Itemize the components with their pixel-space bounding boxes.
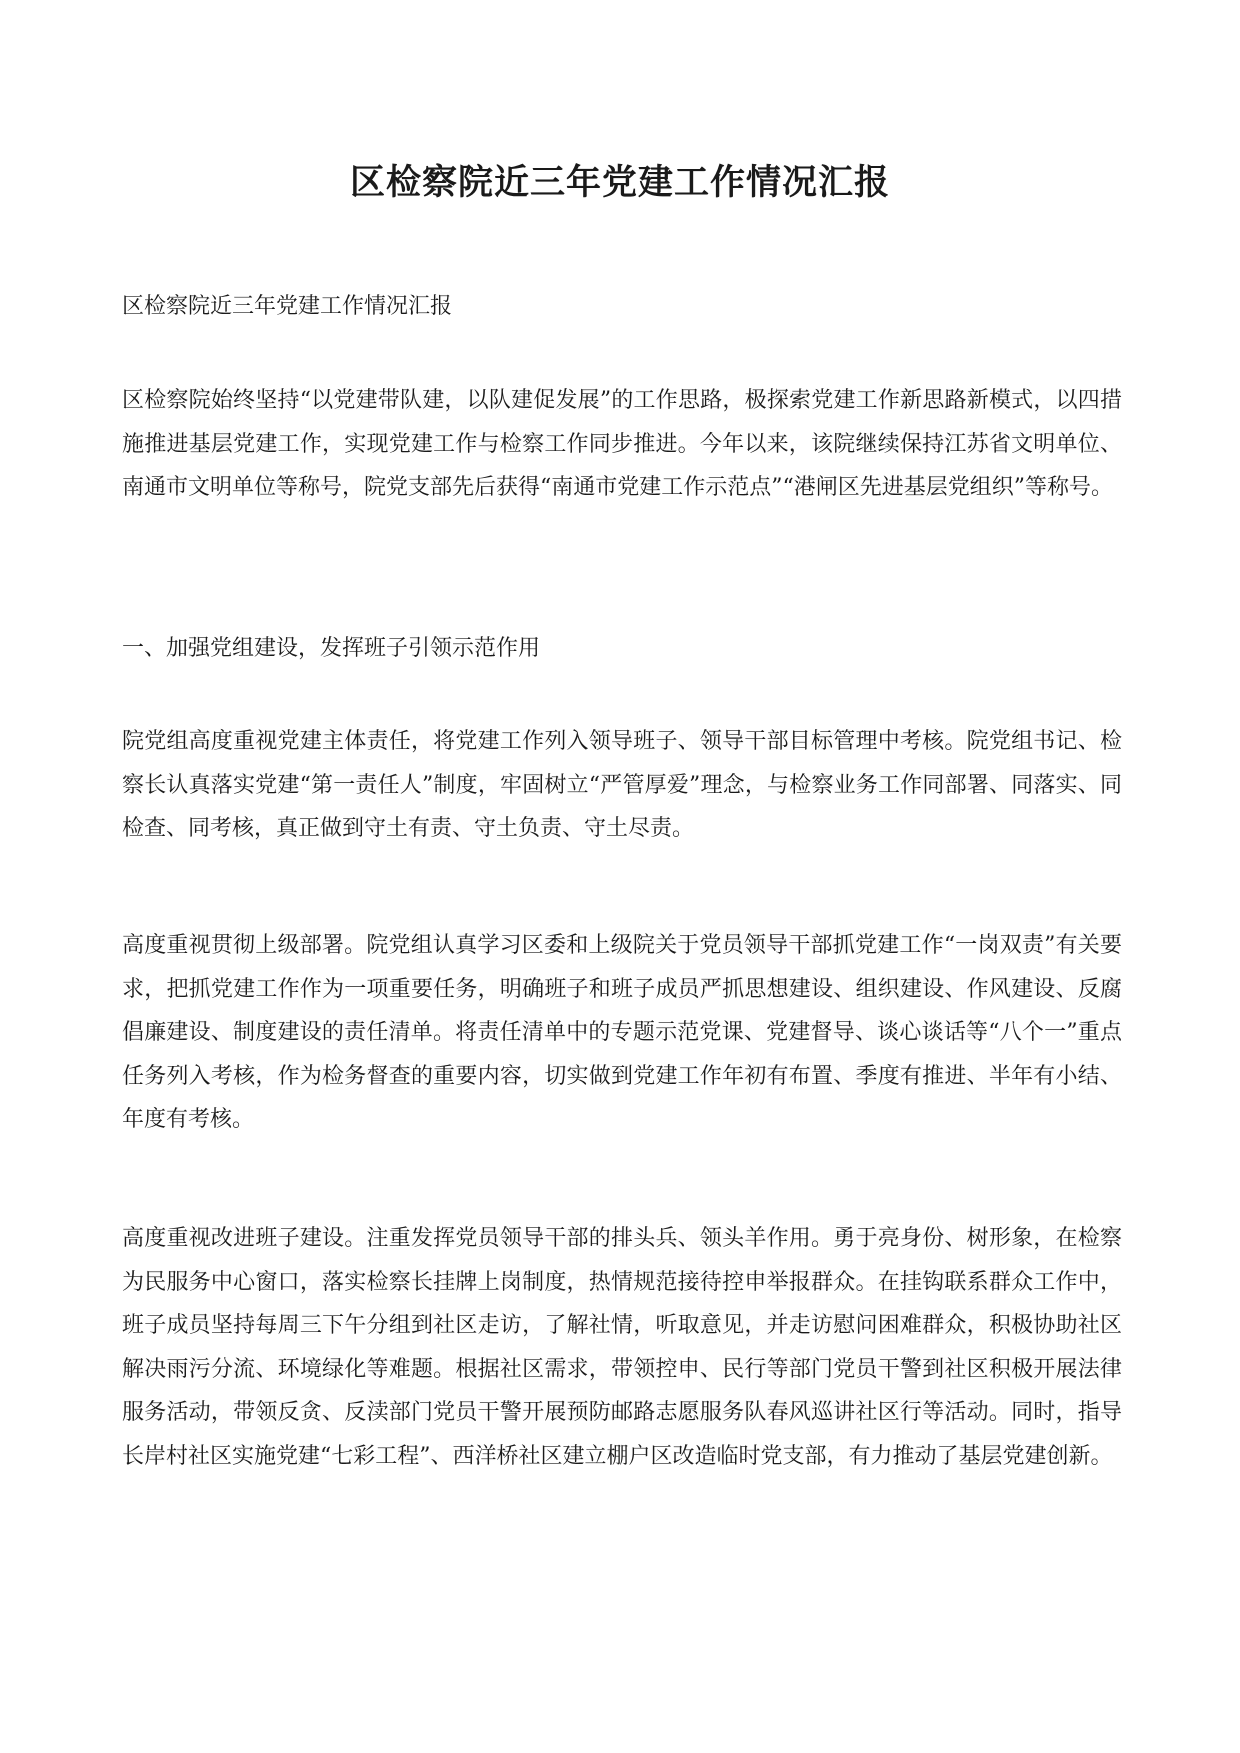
document-subtitle: 区检察院近三年党建工作情况汇报 xyxy=(122,294,453,319)
intro-paragraph: 区检察院始终坚持“以党建带队建，以队建促发展”的工作思路，极探索党建工作新思路新模式，以四措施推进基层党建工作，实现党建工作与检察工作同步推进。今年以来，该院继续保持江苏省文明单位、南通市文明单位等称号，院党支部先后获得“南通市党建工作示范点”“港闸区先进基层党组织”等称号。 xyxy=(122,388,1122,500)
body-paragraph: 高度重视贯彻上级部署。院党组认真学习区委和上级院关于党员领导干部抓党建工作“一岗双责”有关要求，把抓党建工作作为一项重要任务，明确班子和班子成员严抓思想建设、组织建设、作风建设、反腐倡廉建设、制度建设的责任清单。将责任清单中的专题示范党课、党建督导、谈心谈话等“八个一”重点任务列入考核，作为检务督查的重要内容，切实做到党建工作年初有布置、季度有推进、半年有小结、年度有考核。 xyxy=(122,933,1122,1132)
body-paragraph: 院党组高度重视党建主体责任，将党建工作列入领导班子、领导干部目标管理中考核。院党组书记、检察长认真落实党建“第一责任人”制度，牢固树立“严管厚爱”理念，与检察业务工作同部署、同落实、同检查、同考核，真正做到守土有责、守土负责、守土尽责。 xyxy=(122,729,1122,841)
section-heading: 一、加强党组建设，发挥班子引领示范作用 xyxy=(122,636,541,661)
body-paragraph: 高度重视改进班子建设。注重发挥党员领导干部的排头兵、领头羊作用。勇于亮身份、树形象，在检察为民服务中心窗口，落实检察长挂牌上岗制度，热情规范接待控申举报群众。在挂钩联系群众工作中，班子成员坚持每周三下午分组到社区走访，了解社情，听取意见，并走访慰问困难群众，积极协助社区解决雨污分流、环境绿化等难题。根据社区需求，带领控申、民行等部门党员干警到社区积极开展法律服务活动，带领反贪、反渎部门党员干警开展预防邮路志愿服务队春风巡讲社区行等活动。同时，指导长岸村社区实施党建“七彩工程”、西洋桥社区建立棚户区改造临时党支部，有力推动了基层党建创新。 xyxy=(122,1226,1122,1469)
document-title: 区检察院近三年党建工作情况汇报 xyxy=(349,162,890,203)
